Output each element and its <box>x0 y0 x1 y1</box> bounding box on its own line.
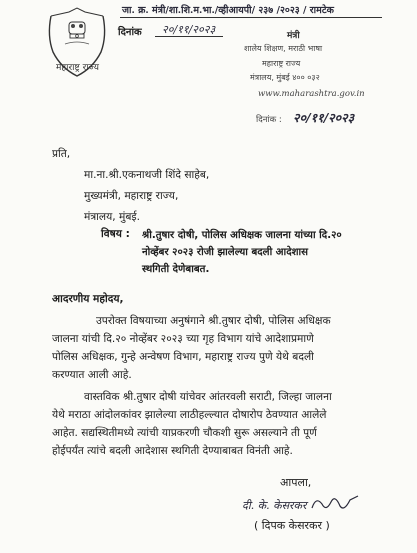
date2-label: दिनांक : <box>256 115 282 125</box>
closing: आपला, <box>280 476 312 489</box>
maharashtra-emblem <box>41 6 113 82</box>
department-name: शालेय शिक्षण, मराठी भाषा <box>244 44 323 53</box>
paragraph1-line-4: करण्यात आली आहे. <box>52 369 132 381</box>
signature-image <box>236 488 366 518</box>
paragraph1-line-1: उपरोक्त विषयाच्या अनुषंगाने श्री.तुषार दोषी, पोलिस अधिक्षक <box>96 315 331 327</box>
paragraph1-line-3: पोलिस अधिक्षक, गुन्हे अन्वेषण विभाग, महाराष्ट्र राज्य पुणे येथे बदली <box>52 351 314 363</box>
prati-label: प्रति, <box>52 148 71 160</box>
date-value-handwritten: २०/११/२०२३ <box>162 23 216 36</box>
paragraph2-line-2: येथे मराठा आंदोलकांवर झालेल्या लाठीहल्ल्यात दोषारोप ठेवण्यात आलेले <box>52 409 327 421</box>
recipient-designation: मुख्यमंत्री, महाराष्ट्र राज्य, <box>84 190 179 202</box>
paragraph2-line-1: वास्तविक श्री.तुषार दोषी यांचेवर आंतरवली सराटी, जिल्हा जालना <box>84 391 332 403</box>
emblem-caption: महाराष्ट्र राज्य <box>56 63 100 73</box>
paragraph2-line-4: होईपर्यंत त्यांचे बदली आदेशास स्थगिती देण्याबाबत विनंती आहे. <box>52 445 293 457</box>
signature-text: दी. के. केसरकर <box>242 499 307 512</box>
recipient-name: मा.ना.श्री.एकनाथजी शिंदे साहेब, <box>84 169 210 181</box>
subject-label: विषय : <box>101 228 130 240</box>
office-address: मंत्रालय, मुंबई ४०० ०३२ <box>250 73 320 82</box>
subject-line-1: श्री.तुषार दोषी, पोलिस अधिक्षक जालना यांच्या दि.२० <box>142 230 342 241</box>
recipient-address: मंत्रालय, मुंबई. <box>84 211 140 223</box>
paragraph2-line-3: आहेत. सद्यस्थितीमध्ये त्यांची याप्रकरणी चौकशी सुरू असल्याने ती पूर्ण <box>52 427 317 439</box>
office-title: मंत्री <box>287 31 300 41</box>
date2-value-handwritten: २०/११/२०२३ <box>293 110 355 125</box>
state-name: महाराष्ट्र राज्य <box>262 59 301 68</box>
subject-line-3: स्थगिती देणेबाबत. <box>142 264 210 275</box>
website-url: www.maharashtra.gov.in <box>258 89 365 99</box>
reference-number: जा. क्र. मंत्री/शा.शि.म.भा./व्हीआयपी/ २३७ /२०२३ / रामटेक <box>122 5 334 16</box>
salutation: आदरणीय महोदय, <box>52 293 124 305</box>
date-underline <box>155 36 223 37</box>
signatory-name: ( दिपक केसरकर ) <box>254 519 330 532</box>
paragraph1-line-2: जालना यांची दि.२० नोव्हेंबर २०२३ च्या गृह विभाग यांचे आदेशाप्रमाणे <box>52 333 314 345</box>
handwritten-signature-icon <box>236 488 366 518</box>
date-label: दिनांक <box>118 27 142 38</box>
subject-line-2: नोव्हेंबर २०२३ रोजी झालेल्या बदली आदेशास <box>142 247 309 258</box>
reference-underline <box>120 17 382 18</box>
